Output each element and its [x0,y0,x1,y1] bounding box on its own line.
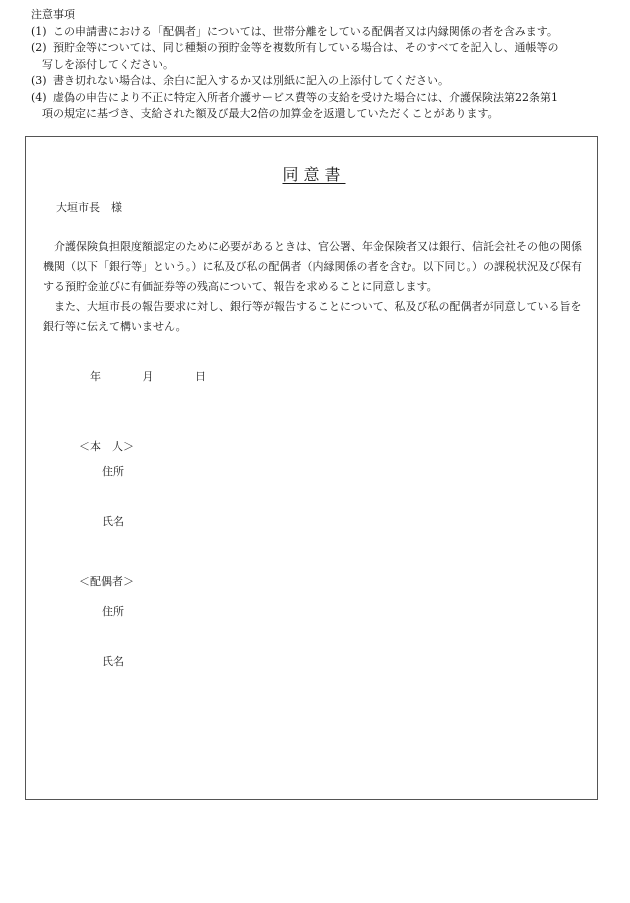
spouse-name-label: 氏名 [102,655,124,668]
note-number: (1) [31,24,47,38]
spouse-address-label: 住所 [102,605,124,618]
consent-paragraph-1: 介護保険負担限度額認定のために必要があるときは、官公署、年金保険者又は銀行、信託会社その他の関係機関（以下「銀行等」という。）に私及び私の配偶者（内縁関係の者を含む。以下同じ。）の課税状況及び保有する預貯金並びに有価証券等の残高について、報告を求めることに同意します。 [43,240,582,293]
note-number: (3) [31,74,47,87]
addressee: 大垣市長 様 [56,201,122,214]
consent-form [25,136,598,800]
note-item-2 [31,40,601,57]
date-year-label: 年 [90,370,101,383]
note-number: (4) [31,90,47,104]
self-section-label: ＜本 人＞ [79,440,134,453]
date-field[interactable] [90,369,244,386]
note-item-1 [31,24,601,41]
note-number: (2) [31,41,47,54]
notes-section [31,7,601,123]
note-text: 書き切れない場合は、余白に記入するか又は別紙に記入の上添付してください。 [53,74,449,87]
consent-body [43,237,583,337]
date-month-label: 月 [142,370,154,383]
form-title-wrapper [26,167,597,186]
self-address-label: 住所 [102,465,124,478]
notes-title: 注意事項 [31,8,75,21]
note-text: 預貯金等については、同じ種類の預貯金等を複数所有している場合は、そのすべてを記入し、通帳等の [53,41,559,54]
self-name-label: 氏名 [102,515,124,528]
note-text: この申請書における「配偶者」については、世帯分離をしている配偶者又は内縁関係の者を含みます。 [53,24,558,38]
consent-paragraph-2: また、大垣市長の報告要求に対し、銀行等が報告することについて、私及び私の配偶者が同意している旨を銀行等に伝えて構いません。 [43,300,582,333]
note-continuation: 写しを添付してください。 [42,57,174,71]
note-text: 虚偽の申告により不正に特定入所者介護サービス費等の支給を受けた場合には、介護保険法第22条第1 [53,90,558,104]
date-day-label: 日 [195,370,206,383]
note-item-3 [31,73,601,90]
note-item-4 [31,90,601,107]
form-title: 同意書 [282,165,346,184]
spouse-section-label: ＜配偶者＞ [79,575,134,588]
note-continuation: 項の規定に基づき、支給された額及び最大2倍の加算金を返還していただくことがあります。 [42,107,499,120]
